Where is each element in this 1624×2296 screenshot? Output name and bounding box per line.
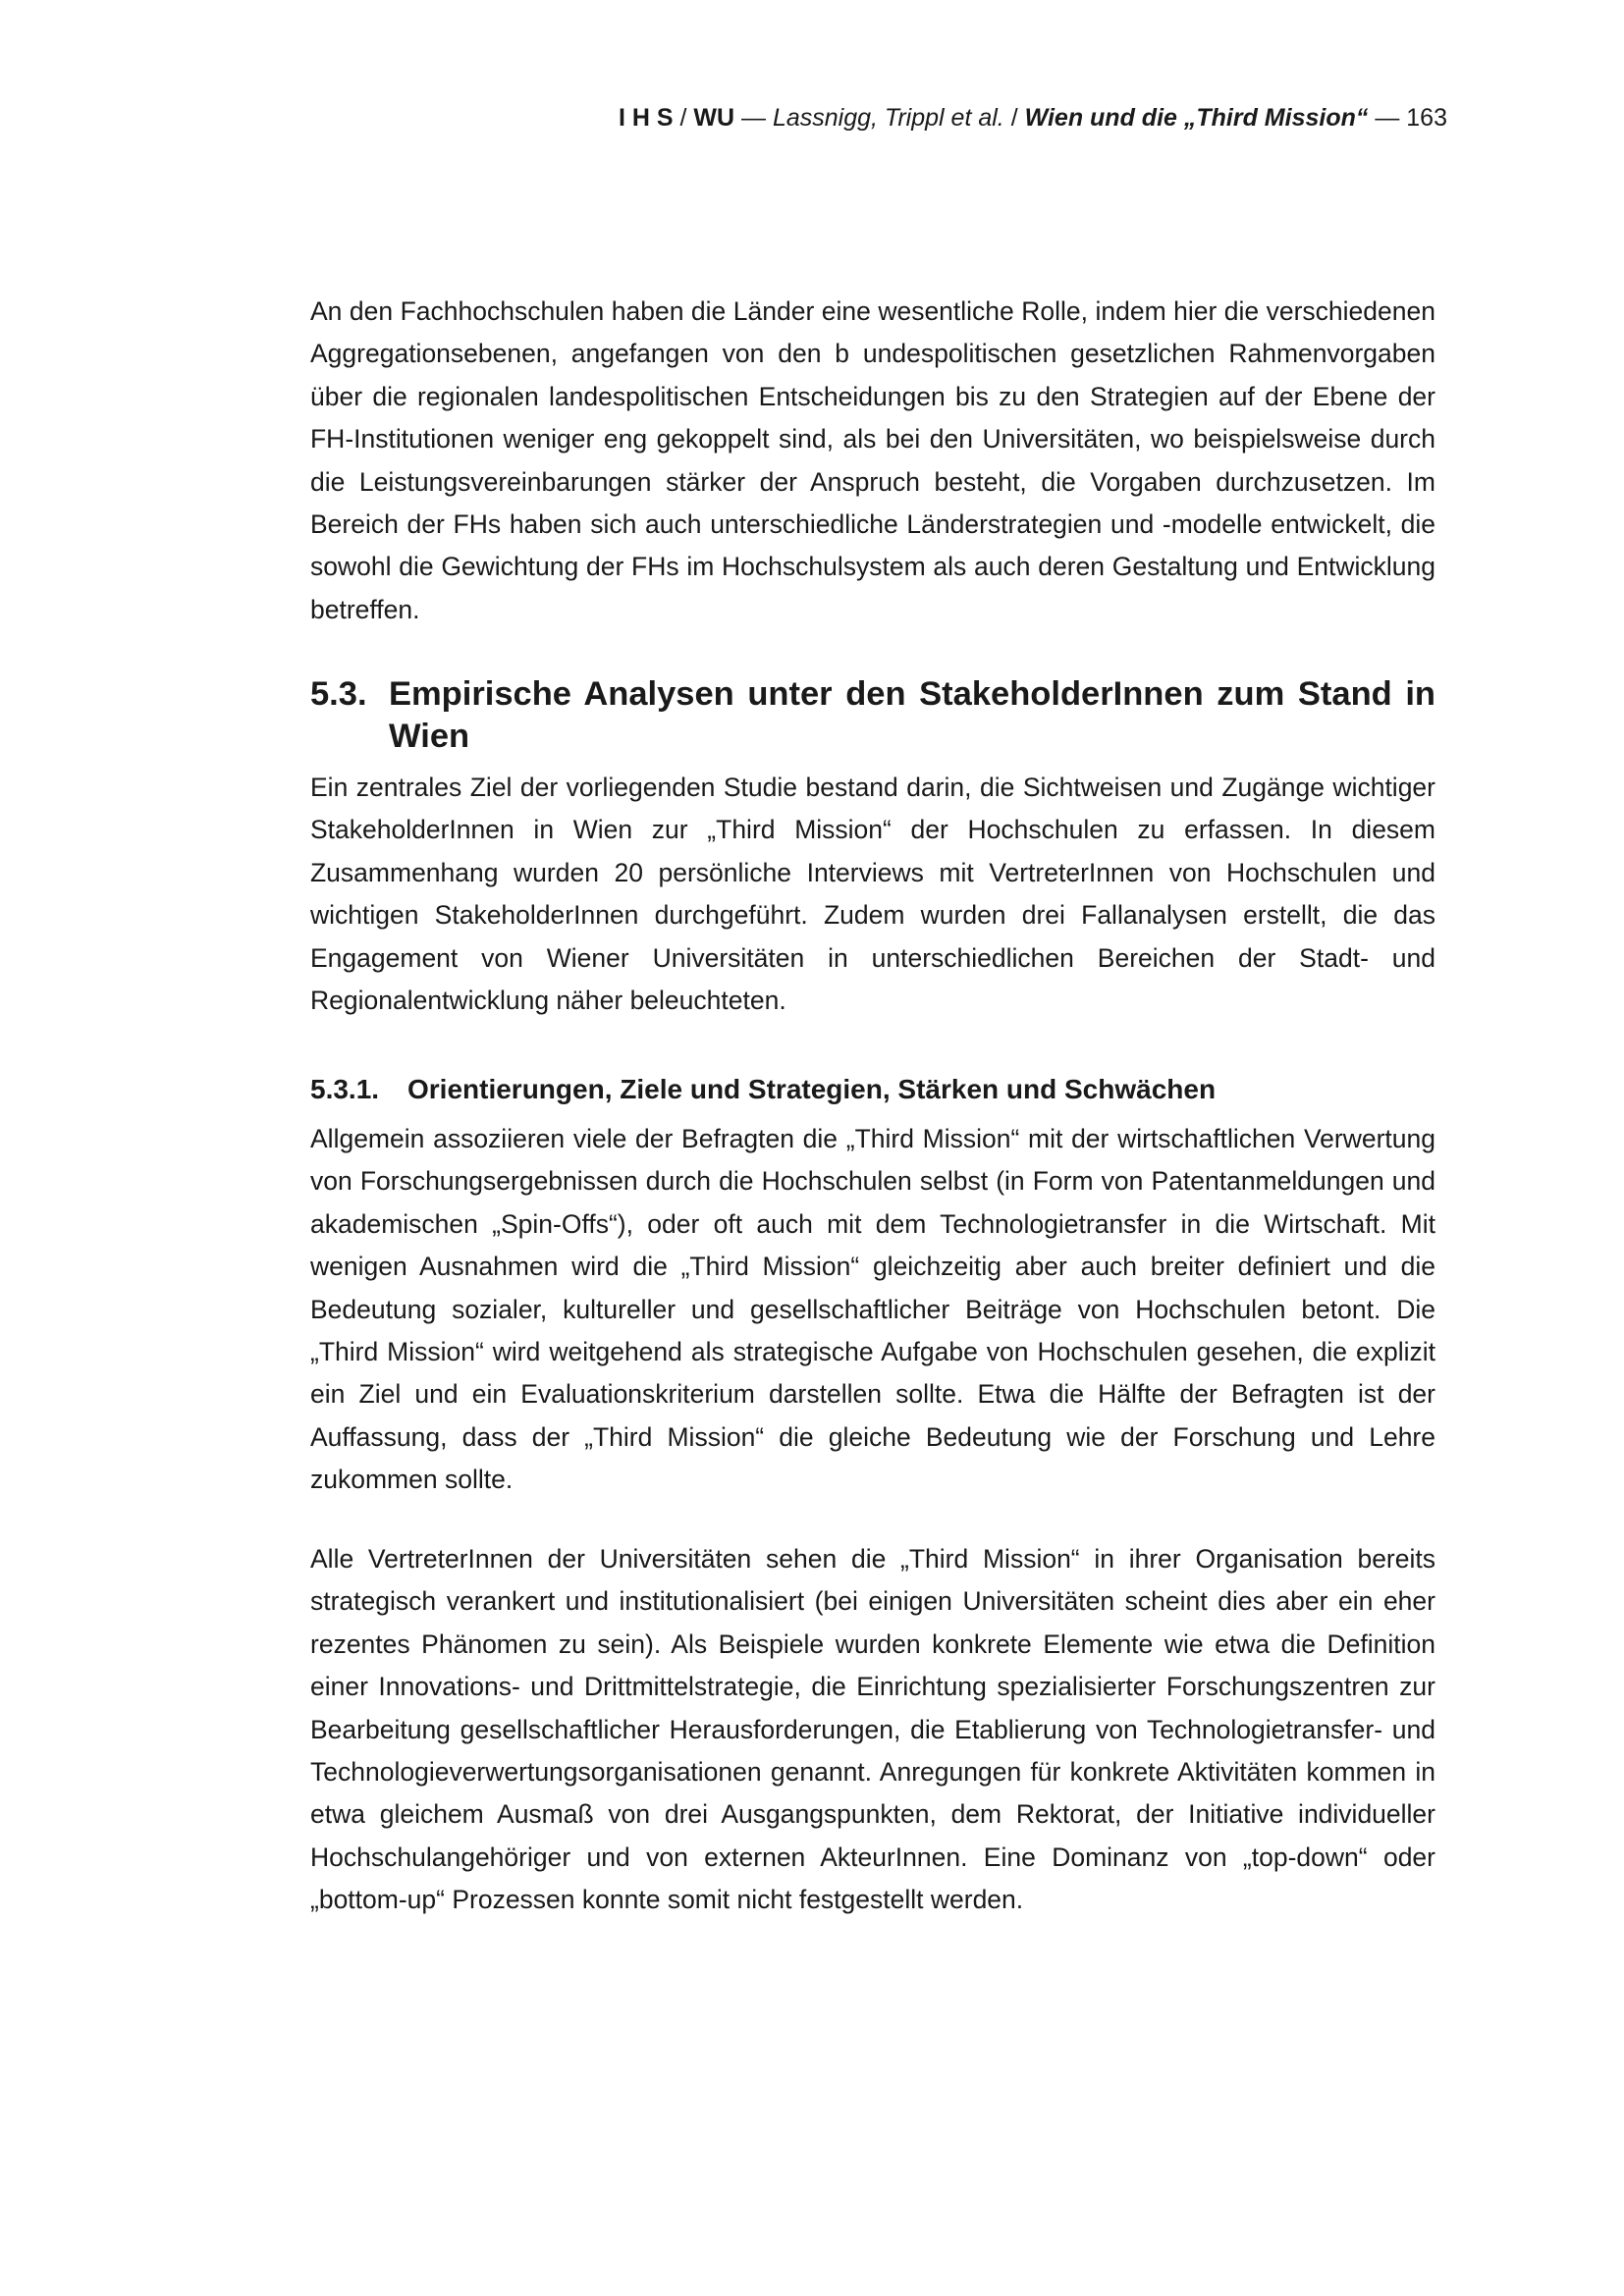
section-number: 5.3. [310,675,367,713]
header-dash: — [734,104,773,132]
header-org: I H S [618,104,674,132]
paragraph-block-4 [310,1538,1435,1922]
header-separator: / [673,104,694,132]
subsection-number: 5.3.1. [310,1074,380,1104]
paragraph: Allgemein assoziieren viele der Befragten die „Third Mission“ mit der wirtschaftlichen Verwertung von Forschungsergebnissen durch die Hochschulen selbst (in Form von Patentanmeldungen und akademischen „Spin-Offs“), oder oft auch mit dem Technologietransfer in die Wirtschaft. Mit wenigen Ausnahmen wird die „Third Mission“ gleichzeitig aber auch breiter definiert und die Bedeutung sozialer, kultureller und gesellschaftlicher Beiträge von Hochschulen betont. Die „Third Mission“ wird weitgehend als strategische Aufgabe von Hochschulen gesehen, die explizit ein Ziel und ein Evaluationskriterium darstellen sollte. Etwa die Hälfte der Befragten ist der Auffassung, dass der „Third Mission“ die gleiche Bedeutung wie der Forschung und Lehre zukommen sollte. [310,1124,1435,1495]
header-separator-2: / [1003,104,1025,132]
section-heading [310,673,1435,758]
paragraph: Alle VertreterInnen der Universitäten sehen die „Third Mission“ in ihrer Organisation bereits strategisch verankert und institutionalisiert (bei einigen Universitäten scheint dies aber ein eher rezentes Phänomen zu sein). Als Beispiele wurden konkrete Elemente wie etwa die Definition einer Innovations- und Drittmittelstrategie, die Einrichtung spezialisierter Forschungszentren zur Bearbeitung gesellschaftlicher Herausforderungen, die Etablierung von Technologietransfer- und Technologieverwertungsorganisationen genannt. Anregungen für konkrete Aktivitäten kommen in etwa gleichem Ausmaß von drei Ausgangspunkten, dem Rektorat, der Initiative individueller Hochschulangehöriger und von externen AkteurInnen. Eine Dominanz von „top-down“ oder „bottom-up“ Prozessen konnte somit nicht festgestellt werden. [310,1544,1435,1915]
section-title: Empirische Analysen unter den StakeholderInnen zum Stand in Wien [389,675,1435,755]
paragraph: Ein zentrales Ziel der vorliegenden Studie bestand darin, die Sichtweisen und Zugänge wichtiger StakeholderInnen in Wien zur „Third Mission“ der Hochschulen zu erfassen. In diesem Zusammenhang wurden 20 persönliche Interviews mit VertreterInnen von Hochschulen und wichtigen StakeholderInnen durchgeführt. Zudem wurden drei Fallanalysen erstellt, die das Engagement von Wiener Universitäten in unterschiedlichen Bereichen der Stadt- und Regionalentwicklung näher beleuchteten. [310,773,1435,1016]
header-title: Wien und die „Third Mission“ [1024,104,1369,132]
paragraph-block-3 [310,1118,1435,1502]
header-org-2: WU [693,104,735,132]
header-authors: Lassnigg, Trippl et al. [772,104,1004,132]
subsection-title: Orientierungen, Ziele und Strategien, Stärken und Schwächen [407,1074,1217,1104]
paragraph: An den Fachhochschulen haben die Länder eine wesentliche Rolle, indem hier die verschiedenen Aggregationsebenen, angefangen von den b undespolitischen gesetzlichen Rahmenvorgaben über die regionalen landespolitischen Entscheidungen bis zu den Strategien auf der Ebene der FH-Institutionen weniger eng gekoppelt sind, als bei den Universitäten, wo beispielsweise durch die Leistungsvereinbarungen stärker der Anspruch besteht, die Vorgaben durchzusetzen. Im Bereich der FHs haben sich auch unterschiedliche Länderstrategien und -modelle entwickelt, die sowohl die Gewichtung der FHs im Hochschulsystem als auch deren Gestaltung und Entwicklung betreffen. [310,296,1435,624]
header-dash-2: — [1368,104,1407,132]
paragraph-block-2 [310,767,1435,1022]
page-number: 163 [1406,104,1447,132]
subsection-heading [310,1070,1435,1109]
paragraph-block-1 [310,291,1435,631]
running-header [310,101,1447,134]
